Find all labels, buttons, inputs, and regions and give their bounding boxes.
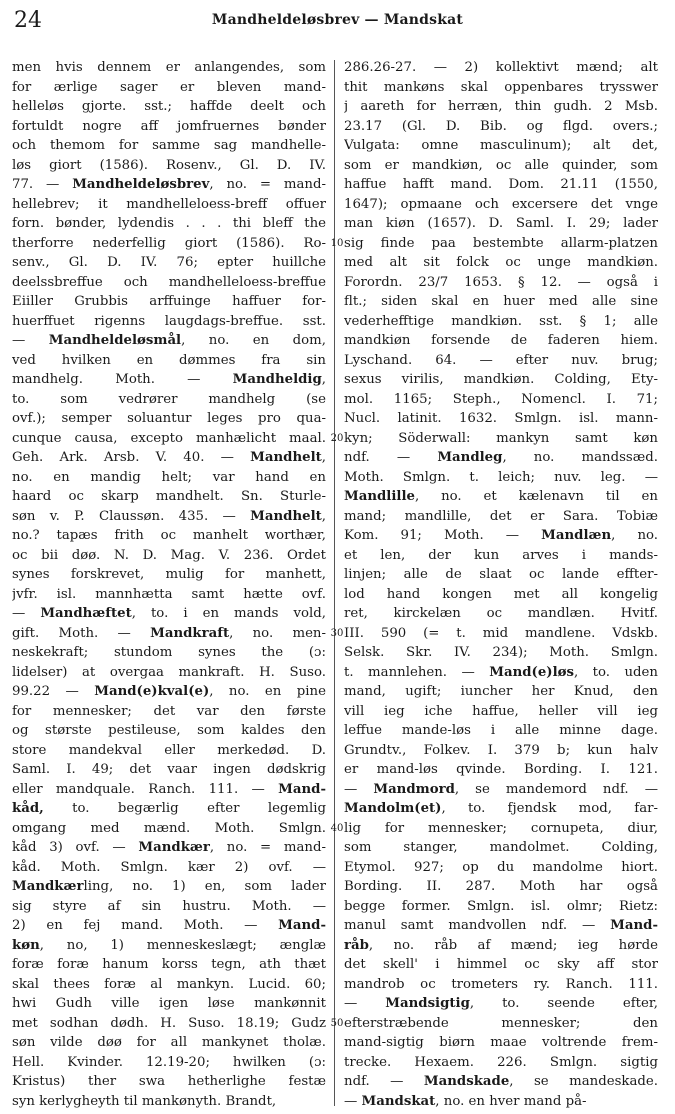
text-line: — Mandheldeløsmål, no. en dom, [12, 333, 326, 348]
text-line: ovf.); semper soluantur leges pro qua- [12, 411, 326, 426]
text-line: forn. bønder, lydendis . . . thi bleff the [12, 216, 326, 231]
text-line: Geh. Ark. Arsb. V. 40. — Mandhelt, [12, 450, 326, 465]
text-line: linjen; alle de slaat oc lande effter- [344, 567, 658, 582]
text-line: Lyschand. 64. — efter nuv. brug; [344, 352, 658, 368]
text-line: manul samt mandvollen ndf. — Mand- [344, 918, 658, 933]
text-line: cunque causa, excepto manhælicht maal. [12, 430, 326, 446]
text-line: Kom. 91; Moth. — Mandlæn, no. [344, 528, 658, 543]
text-line: kåd. Moth. Smlgn. kær 2) ovf. — [12, 859, 326, 875]
text-line: ved hvilken en dømmes fra sin [12, 352, 326, 368]
text-line: lig for mennesker; cornupeta, diur, [344, 820, 658, 836]
text-line: et len, der kun arves i mands- [344, 547, 658, 563]
text-line: kåd 3) ovf. — Mandkær, no. = mand- [12, 840, 326, 855]
page-number: 24 [14, 8, 42, 33]
right-column [344, 58, 658, 1111]
text-line: no.? tapæs frith oc manhelt worthær, [12, 528, 326, 543]
text-line: med alt sit folck oc unge mandkiøn. [344, 255, 658, 270]
text-line: mandkiøn forsende de faderen hiem. [344, 333, 658, 348]
text-line: met sodhan dødh. H. Suso. 18.19; Gudz [12, 1015, 326, 1031]
text-line: och themom for samme sag mandhelle- [12, 138, 326, 153]
text-line: Etymol. 927; op du mandolme hiort. [344, 859, 658, 875]
text-line: mand, ugift; iuncher her Knud, den [344, 684, 658, 699]
text-line: og største pestileuse, som kaldes den [12, 723, 326, 738]
text-line: no. en mandig helt; var hand en [12, 469, 326, 485]
text-line: — Mandmord, se mandemord ndf. — [344, 781, 658, 797]
text-line: Mandkærling, no. 1) en, som lader [12, 879, 326, 894]
text-line: — Mandskat, no. en hver mand på- [344, 1093, 587, 1109]
text-line: mandhelg. Moth. — Mandheldig, [12, 372, 326, 387]
text-line: man kiøn (1657). D. Saml. I. 29; lader [344, 216, 658, 231]
text-line: er mand-løs qvinde. Bording. I. 121. [344, 762, 658, 777]
text-line: eller mandquale. Ranch. 111. — Mand- [12, 781, 326, 797]
text-line: ret, kirckelæn oc mandlæn. Hvitf. [344, 606, 658, 621]
text-line: men hvis dennem er anlangendes, som [12, 60, 326, 75]
text-line: synes forskrevet, mulig for manhett, [12, 567, 326, 582]
text-line: Saml. I. 49; det vaar ingen dødskrig [12, 762, 326, 777]
text-line: søn v. P. Claussøn. 435. — Mandhelt, [12, 508, 326, 524]
text-line: som er mandkiøn, oc alle quinder, som [344, 157, 658, 173]
text-line: mol. 1165; Steph., Nomencl. I. 71; [344, 391, 658, 407]
text-line: deelssbreffue och mandhelleloess-breffue [12, 274, 326, 290]
text-line: Hell. Kvinder. 12.19-20; hwilken (ɔ: [12, 1054, 326, 1070]
line-number: 30 [330, 627, 344, 639]
text-line: Grundtv., Folkev. I. 379 b; kun halv [344, 742, 658, 758]
text-line: Nucl. latinit. 1632. Smlgn. isl. mann- [344, 411, 658, 426]
text-line: lod hand kongen met all kongelig [344, 586, 658, 602]
text-line: kåd, to. begærlig efter legemlig [12, 801, 326, 816]
text-line: 2) en fej mand. Moth. — Mand- [12, 918, 326, 933]
text-line: ndf. — Mandskade, se mandeskade. [344, 1074, 658, 1089]
text-line: begge former. Smlgn. isl. olmr; Rietz: [344, 898, 658, 914]
text-line: Kristus) ther swa hetherlighe festæ [12, 1074, 326, 1089]
dictionary-columns [12, 58, 665, 1108]
text-line: neskekraft; stundom synes the (ɔ: [12, 645, 326, 660]
text-line: hellebrev; it mandhelleloess-breff offuer [12, 196, 326, 212]
text-line: oc bii døø. N. D. Mag. V. 236. Ordet [12, 547, 326, 563]
line-number: 50 [330, 1017, 344, 1029]
text-line: Mandolm(et), to. fjendsk mod, far- [344, 801, 658, 816]
text-line: som stanger, mandolmet. Colding, [344, 840, 658, 855]
column-divider [334, 60, 335, 1106]
text-line: det skell' i himmel oc sky aff stor [344, 957, 658, 972]
text-line: senv., Gl. D. IV. 76; epter huillche [12, 255, 326, 270]
line-number: 20 [330, 432, 344, 444]
text-line: skal thees foræ al mankyn. Lucid. 60; [12, 976, 326, 992]
text-line: j aareth for herræn, thin gudh. 2 Msb. [344, 99, 658, 114]
text-line: flt.; siden skal en huer med alle sine [344, 294, 658, 309]
text-line: ndf. — Mandleg, no. mandssæd. [344, 450, 658, 465]
text-line: 77. — Mandheldeløsbrev, no. = mand- [12, 177, 326, 192]
text-line: kyn; Söderwall: mankyn samt køn [344, 430, 658, 446]
text-line: Vulgata: omne masculinum); alt det, [344, 138, 658, 153]
text-line: III. 590 (= t. mid mandlene. Vdskb. [344, 625, 658, 641]
text-line: råb, no. råb af mænd; ieg hørde [344, 937, 658, 953]
text-line: vill ieg iche haffue, heller vill ieg [344, 703, 658, 719]
text-line: hwi Gudh ville igen løse mankønnit [12, 996, 326, 1011]
text-line: for mennesker; det var den første [12, 703, 326, 719]
line-number: 40 [330, 822, 344, 834]
text-line: løs giort (1586). Rosenv., Gl. D. IV. [12, 157, 326, 173]
text-line: sexus virilis, mandkiøn. Colding, Ety- [344, 372, 658, 387]
text-line: helleløs gjorte. sst.; haffde deelt och [12, 99, 326, 114]
text-line: fortuldt nogre aff jomfruernes bønder [12, 118, 326, 134]
text-line: 1647); opmaane och excersere det vnge [344, 196, 658, 212]
text-line: haard oc skarp mandhelt. Sn. Sturle- [12, 489, 326, 504]
text-line: mandrob oc trometers ry. Ranch. 111. [344, 976, 658, 992]
text-line: Bording. II. 287. Moth har også [344, 879, 658, 894]
text-line: — Mandhæftet, to. i en mands vold, [12, 606, 326, 621]
text-line: Forordn. 23/7 1653. § 12. — også i [344, 274, 658, 290]
text-line: syn kerlygheyth til mankønyth. Brandt, [12, 1093, 277, 1109]
text-line: to. som vedrører mandhelg (se [12, 391, 326, 407]
text-line: Mandlille, no. et kælenavn til en [344, 489, 658, 504]
text-line: huerffuet rigenns laugdags-breffue. sst. [12, 313, 326, 329]
text-line: køn, no, 1) menneskeslægt; ænglæ [12, 937, 326, 953]
text-line: haffue hafft mand. Dom. 21.11 (1550, [344, 177, 658, 192]
text-line: sig styre af sin hustru. Moth. — [12, 898, 326, 914]
page-header [14, 6, 661, 38]
text-line: Eiiller Grubbis arffuinge haffuer for- [12, 294, 326, 309]
text-line: 286.26-27. — 2) kollektivt mænd; alt [344, 60, 658, 75]
text-line: efterstræbende mennesker; den [344, 1015, 658, 1031]
text-line: foræ foræ hanum korss tegn, ath thæt [12, 957, 326, 972]
text-line: vederhefftige mandkiøn. sst. § 1; alle [344, 313, 658, 329]
line-number: 10 [330, 237, 344, 249]
text-line: sig finde paa bestembte allarm-platzen [344, 235, 658, 251]
text-line: mand-sigtig biørn maae voltrende frem- [344, 1035, 658, 1050]
running-head: Mandheldeløsbrev — Mandskat [211, 12, 464, 28]
text-line: thit mankøns skal oppenbares trysswer [344, 79, 658, 95]
text-line: omgang med mænd. Moth. Smlgn. [12, 820, 326, 836]
text-line: leffue mande-løs i alle minne dage. [344, 723, 658, 738]
text-line: trecke. Hexaem. 226. Smlgn. sigtig [344, 1054, 658, 1070]
text-line: — Mandsigtig, to. seende efter, [344, 996, 658, 1011]
text-line: 23.17 (Gl. D. Bib. og flgd. overs.; [344, 118, 658, 134]
text-line: søn vilde døø for all mankynet tholæ. [12, 1035, 326, 1050]
text-line: lidelser) at overgaa mankraft. H. Suso. [12, 664, 326, 680]
text-line: t. mannlehen. — Mand(e)løs, to. uden [344, 664, 658, 680]
text-line: for ærlige sager er bleven mand- [12, 79, 326, 95]
left-column [12, 58, 326, 1111]
text-line: jvfr. isl. mannhætta samt hætte ovf. [12, 586, 326, 602]
text-line: 99.22 — Mand(e)kval(e), no. en pine [12, 684, 326, 699]
text-line: therforre nederfellig giort (1586). Ro- [12, 235, 326, 251]
text-line: mand; mandlille, det er Sara. Tobiæ [344, 508, 658, 524]
text-line: Moth. Smlgn. t. leich; nuv. leg. — [344, 469, 658, 485]
text-line: gift. Moth. — Mandkraft, no. men- [12, 625, 326, 641]
text-line: store mandekval eller merkedød. D. [12, 742, 326, 758]
text-line: Selsk. Skr. IV. 234); Moth. Smlgn. [344, 645, 658, 660]
